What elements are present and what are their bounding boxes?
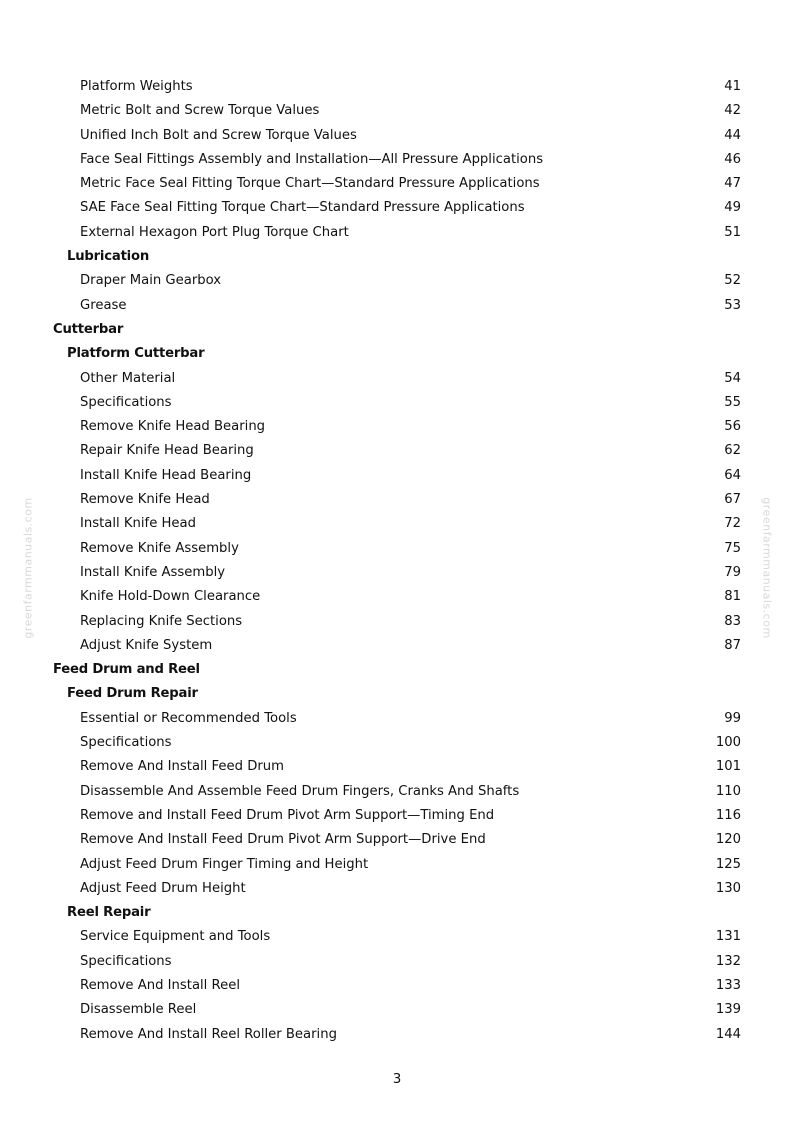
watermark-right: greenfarmmanuals.com <box>760 497 774 639</box>
toc-entry-title: Metric Bolt and Screw Torque Values <box>80 103 320 119</box>
toc-entry-title: Grease <box>80 297 127 313</box>
toc-entry[interactable] <box>0 585 794 609</box>
toc-entry[interactable] <box>0 124 794 148</box>
toc-entry[interactable] <box>0 998 794 1022</box>
toc-entry-title: Remove And Install Reel Roller Bearing <box>80 1026 337 1042</box>
toc-entry-title: Platform Weights <box>80 79 193 94</box>
toc-entry-title: Specifications <box>80 735 172 751</box>
page-number: 3 <box>392 1071 402 1087</box>
toc-entry-page: 120 <box>715 832 741 848</box>
toc-entry[interactable] <box>0 804 794 828</box>
toc-entry-title: Knife Hold-Down Clearance <box>80 589 261 605</box>
toc-chapter[interactable] <box>0 658 794 682</box>
toc-entry[interactable] <box>0 391 794 415</box>
toc-entry-page: 75 <box>724 540 741 556</box>
toc-entry-page: 110 <box>715 783 741 799</box>
toc-entry[interactable] <box>0 196 794 220</box>
toc-entry-page: 79 <box>724 564 741 580</box>
toc-entry-title: Remove Knife Head Bearing <box>80 419 266 435</box>
toc-entry-page: 54 <box>724 370 741 386</box>
toc-section[interactable] <box>0 682 794 706</box>
toc-entry[interactable] <box>0 148 794 172</box>
toc-entry-page: 51 <box>724 224 741 240</box>
toc-entry[interactable] <box>0 925 794 949</box>
toc-entry-page: 125 <box>715 856 741 872</box>
toc-entry[interactable] <box>0 221 794 245</box>
toc-entry[interactable] <box>0 877 794 901</box>
toc-entry-title: Specifications <box>80 953 172 969</box>
toc-entry-title: Install Knife Head <box>80 516 196 532</box>
toc-entry-title: Install Knife Assembly <box>80 564 226 580</box>
toc-entry-title: Other Material <box>80 370 176 386</box>
toc-entry-page: 139 <box>715 1002 741 1018</box>
toc-entry-title: Remove Knife Assembly <box>80 540 239 556</box>
toc-entry-page: 49 <box>724 200 741 216</box>
toc-entry-page: 62 <box>724 443 741 459</box>
toc-entry-page: 53 <box>724 297 741 313</box>
toc-entry-page: 144 <box>715 1026 741 1042</box>
toc-entry-title: Repair Knife Head Bearing <box>80 443 254 459</box>
toc-entry-page: 42 <box>724 103 741 119</box>
toc-entry-page: 133 <box>715 977 741 993</box>
watermark-left: greenfarmmanuals.com <box>21 497 35 639</box>
toc-entry-title: Cutterbar <box>53 321 124 337</box>
toc-entry-title: Install Knife Head Bearing <box>80 467 252 483</box>
toc-entry-title: Remove And Install Feed Drum <box>80 759 284 775</box>
toc-entry-title: Remove And Install Reel <box>80 977 241 993</box>
toc-section[interactable] <box>0 342 794 366</box>
toc-entry-title: Reel Repair <box>67 905 151 921</box>
toc-entry[interactable] <box>0 464 794 488</box>
toc-entry-page: 130 <box>715 880 741 896</box>
toc-entry[interactable] <box>0 853 794 877</box>
toc-entry-title: Service Equipment and Tools <box>80 929 271 945</box>
toc-entry-title: Essential or Recommended Tools <box>80 710 297 726</box>
toc-entry[interactable] <box>0 367 794 391</box>
toc-entry-title: Metric Face Seal Fitting Torque Chart—Standard Pressure Applications <box>80 176 540 192</box>
toc-entry-title: Draper Main Gearbox <box>80 273 222 289</box>
toc-entry-page: 46 <box>724 151 741 167</box>
toc-entry-page: 47 <box>724 176 741 192</box>
toc-section[interactable] <box>0 245 794 269</box>
toc-entry-title: Adjust Feed Drum Height <box>80 880 246 896</box>
toc-entry-title: External Hexagon Port Plug Torque Chart <box>80 224 349 240</box>
toc-entry-page: 56 <box>724 419 741 435</box>
toc-entry-title: SAE Face Seal Fitting Torque Chart—Standard Pressure Applications <box>80 200 525 216</box>
toc-entry[interactable] <box>0 634 794 658</box>
toc-entry-title: Remove And Install Feed Drum Pivot Arm Support—Drive End <box>80 832 486 848</box>
toc-entry-page: 55 <box>724 394 741 410</box>
toc-entry[interactable] <box>0 828 794 852</box>
toc-entry[interactable] <box>0 755 794 779</box>
toc-entry-title: Remove Knife Head <box>80 492 210 508</box>
toc-entry-title: Feed Drum Repair <box>67 686 198 702</box>
toc-entry-page: 72 <box>724 516 741 532</box>
toc-entry[interactable] <box>0 512 794 536</box>
toc-entry[interactable] <box>0 537 794 561</box>
toc-entry-title: Feed Drum and Reel <box>53 662 200 678</box>
toc-entry-title: Adjust Knife System <box>80 637 213 653</box>
toc-entry[interactable] <box>0 75 794 99</box>
toc-entry-title: Specifications <box>80 394 172 410</box>
toc-entry-page: 100 <box>715 735 741 751</box>
toc-entry-page: 52 <box>724 273 741 289</box>
toc-entry-title: Lubrication <box>67 249 150 265</box>
toc-entry-page: 64 <box>724 467 741 483</box>
toc-entry[interactable] <box>0 974 794 998</box>
toc-chapter[interactable] <box>0 318 794 342</box>
toc-entry-title: Disassemble Reel <box>80 1002 197 1018</box>
toc-entry-title: Unified Inch Bolt and Screw Torque Values <box>80 127 357 143</box>
table-of-contents <box>0 75 794 1047</box>
toc-entry[interactable] <box>0 415 794 439</box>
toc-entry-page: 87 <box>724 637 741 653</box>
toc-entry-title: Replacing Knife Sections <box>80 613 243 629</box>
toc-entry[interactable] <box>0 99 794 123</box>
toc-entry-page: 41 <box>724 79 741 94</box>
toc-entry-page: 99 <box>724 710 741 726</box>
toc-entry-page: 81 <box>724 589 741 605</box>
toc-entry-page: 67 <box>724 492 741 508</box>
toc-entry[interactable] <box>0 294 794 318</box>
toc-entry-title: Face Seal Fittings Assembly and Installation—All Pressure Applications <box>80 151 544 167</box>
toc-entry[interactable] <box>0 780 794 804</box>
toc-entry-page: 132 <box>715 953 741 969</box>
toc-entry[interactable] <box>0 731 794 755</box>
toc-entry[interactable] <box>0 561 794 585</box>
toc-entry-page: 83 <box>724 613 741 629</box>
toc-entry-title: Adjust Feed Drum Finger Timing and Height <box>80 856 369 872</box>
toc-entry[interactable] <box>0 172 794 196</box>
toc-entry[interactable] <box>0 439 794 463</box>
toc-entry-title: Remove and Install Feed Drum Pivot Arm Support—Timing End <box>80 807 495 823</box>
toc-entry-title: Disassemble And Assemble Feed Drum Fingers, Cranks And Shafts <box>80 783 520 799</box>
toc-entry-title: Platform Cutterbar <box>67 346 205 362</box>
toc-section[interactable] <box>0 901 794 925</box>
toc-entry-page: 44 <box>724 127 741 143</box>
toc-entry-page: 131 <box>715 929 741 945</box>
toc-entry-page: 101 <box>715 759 741 775</box>
toc-entry[interactable] <box>0 950 794 974</box>
toc-entry[interactable] <box>0 610 794 634</box>
toc-entry[interactable] <box>0 269 794 293</box>
toc-entry[interactable] <box>0 1023 794 1047</box>
toc-entry-page: 116 <box>715 807 741 823</box>
toc-entry[interactable] <box>0 707 794 731</box>
toc-entry[interactable] <box>0 488 794 512</box>
